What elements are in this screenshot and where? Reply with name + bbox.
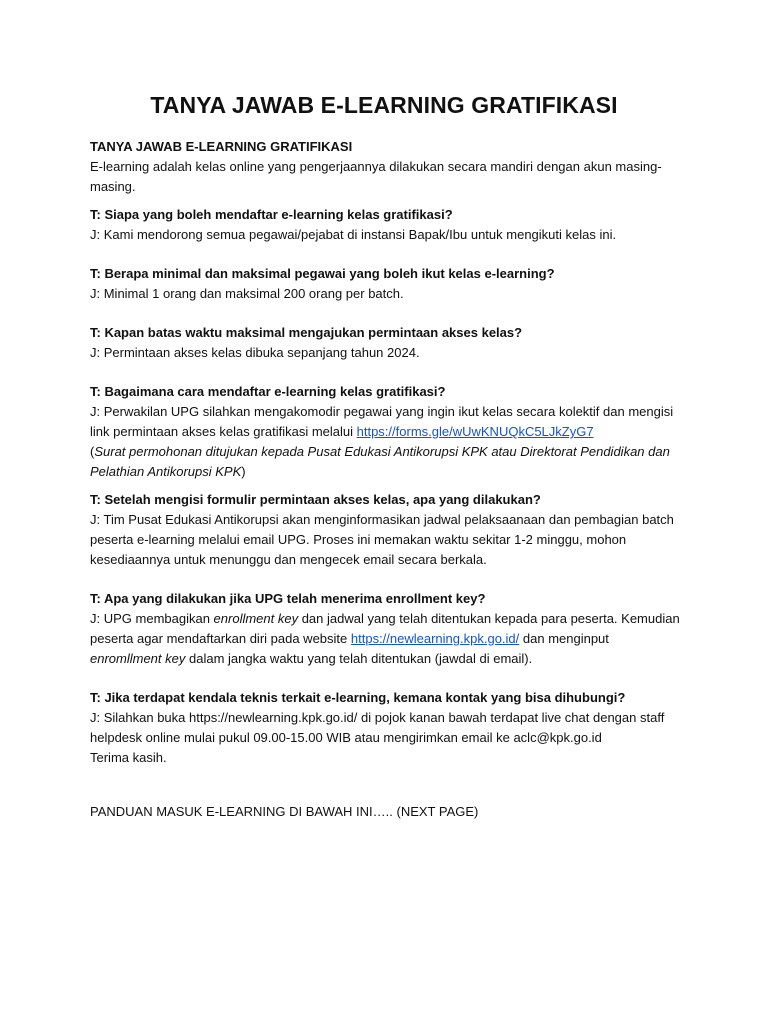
answer-7: J: Silahkan buka https://newlearning.kpk.go.id/ di pojok kanan bawah terdapat live chat dengan staff helpdesk online mulai pukul 09.00-15.00 WIB atau mengirimkan email ke aclc@kpk.go.id [90, 710, 665, 745]
answer-5: J: Tim Pusat Edukasi Antikorupsi akan menginformasikan jadwal pelaksaanaan dan pembagian batch peserta e-learning melalui email UPG. Proses ini memakan waktu sekitar 1-2 minggu, mohon kesediaannya untuk menunggu dan mengecek email secara berkala. [90, 512, 674, 567]
answer-6-part2: dan jadwal yang telah ditentukan kepada para peserta. Kemudian peserta agar mendaftarkan diri pada website [90, 611, 680, 646]
footer-note: PANDUAN MASUK E-LEARNING DI BAWAH INI….. (NEXT PAGE) [90, 804, 479, 819]
answer-6-part3: dan menginput [519, 631, 609, 646]
answer-2: J: Minimal 1 orang dan maksimal 200 orang per batch. [90, 286, 404, 301]
question-6: T: Apa yang dilakukan jika UPG telah menerima enrollment key? [90, 591, 486, 606]
question-2: T: Berapa minimal dan maksimal pegawai yang boleh ikut kelas e-learning? [90, 266, 555, 281]
answer-4 [90, 402, 680, 442]
note-close-paren: ) [241, 464, 246, 479]
document-body [90, 137, 680, 822]
question-1: T: Siapa yang boleh mendaftar e-learning kelas gratifikasi? [90, 207, 453, 222]
forms-link[interactable]: https://forms.gle/wUwKNUQkC5LJkZyG7 [356, 424, 594, 439]
answer-4-text: J: Perwakilan UPG silahkan mengakomodir pegawai yang ingin ikut kelas secara kolektif dan mengisi link permintaan akses kelas gratifikasi melalui [90, 404, 674, 439]
answer-3: J: Permintaan akses kelas dibuka sepanjang tahun 2024. [90, 345, 420, 360]
answer-1: J: Kami mendorong semua pegawai/pejabat di instansi Bapak/Ibu untuk mengikuti kelas ini. [90, 227, 617, 242]
enrollment-key-term: enrollment key [213, 611, 299, 626]
note-italic-text: Surat permohonan ditujukan kepada Pusat Edukasi Antikorupsi KPK atau Direktorat Pendidikan dan Pelathian Antikorupsi KPK [90, 444, 670, 479]
enromllment-key-term: enromllment key [90, 651, 186, 666]
thanks-text: Terima kasih. [90, 750, 167, 765]
document-title: TANYA JAWAB E-LEARNING GRATIFIKASI [150, 92, 618, 118]
question-5: T: Setelah mengisi formulir permintaan akses kelas, apa yang dilakukan? [90, 492, 541, 507]
answer-6-part4: dalam jangka waktu yang telah ditentukan (jawdal di email). [185, 651, 533, 666]
newlearning-link[interactable]: https://newlearning.kpk.go.id/ [350, 631, 520, 646]
section-heading: TANYA JAWAB E-LEARNING GRATIFIKASI [90, 139, 353, 154]
answer-6 [90, 609, 680, 669]
intro-text: E-learning adalah kelas online yang pengerjaannya dilakukan secara mandiri dengan akun masing-masing. [90, 159, 662, 194]
question-7: T: Jika terdapat kendala teknis terkait e-learning, kemana kontak yang bisa dihubungi? [90, 690, 626, 705]
note-open-paren: ( [90, 444, 95, 459]
answer-6-part1: J: UPG membagikan [90, 611, 214, 626]
answer-4-note [90, 442, 680, 482]
question-3: T: Kapan batas waktu maksimal mengajukan permintaan akses kelas? [90, 325, 523, 340]
question-4: T: Bagaimana cara mendaftar e-learning kelas gratifikasi? [90, 384, 446, 399]
